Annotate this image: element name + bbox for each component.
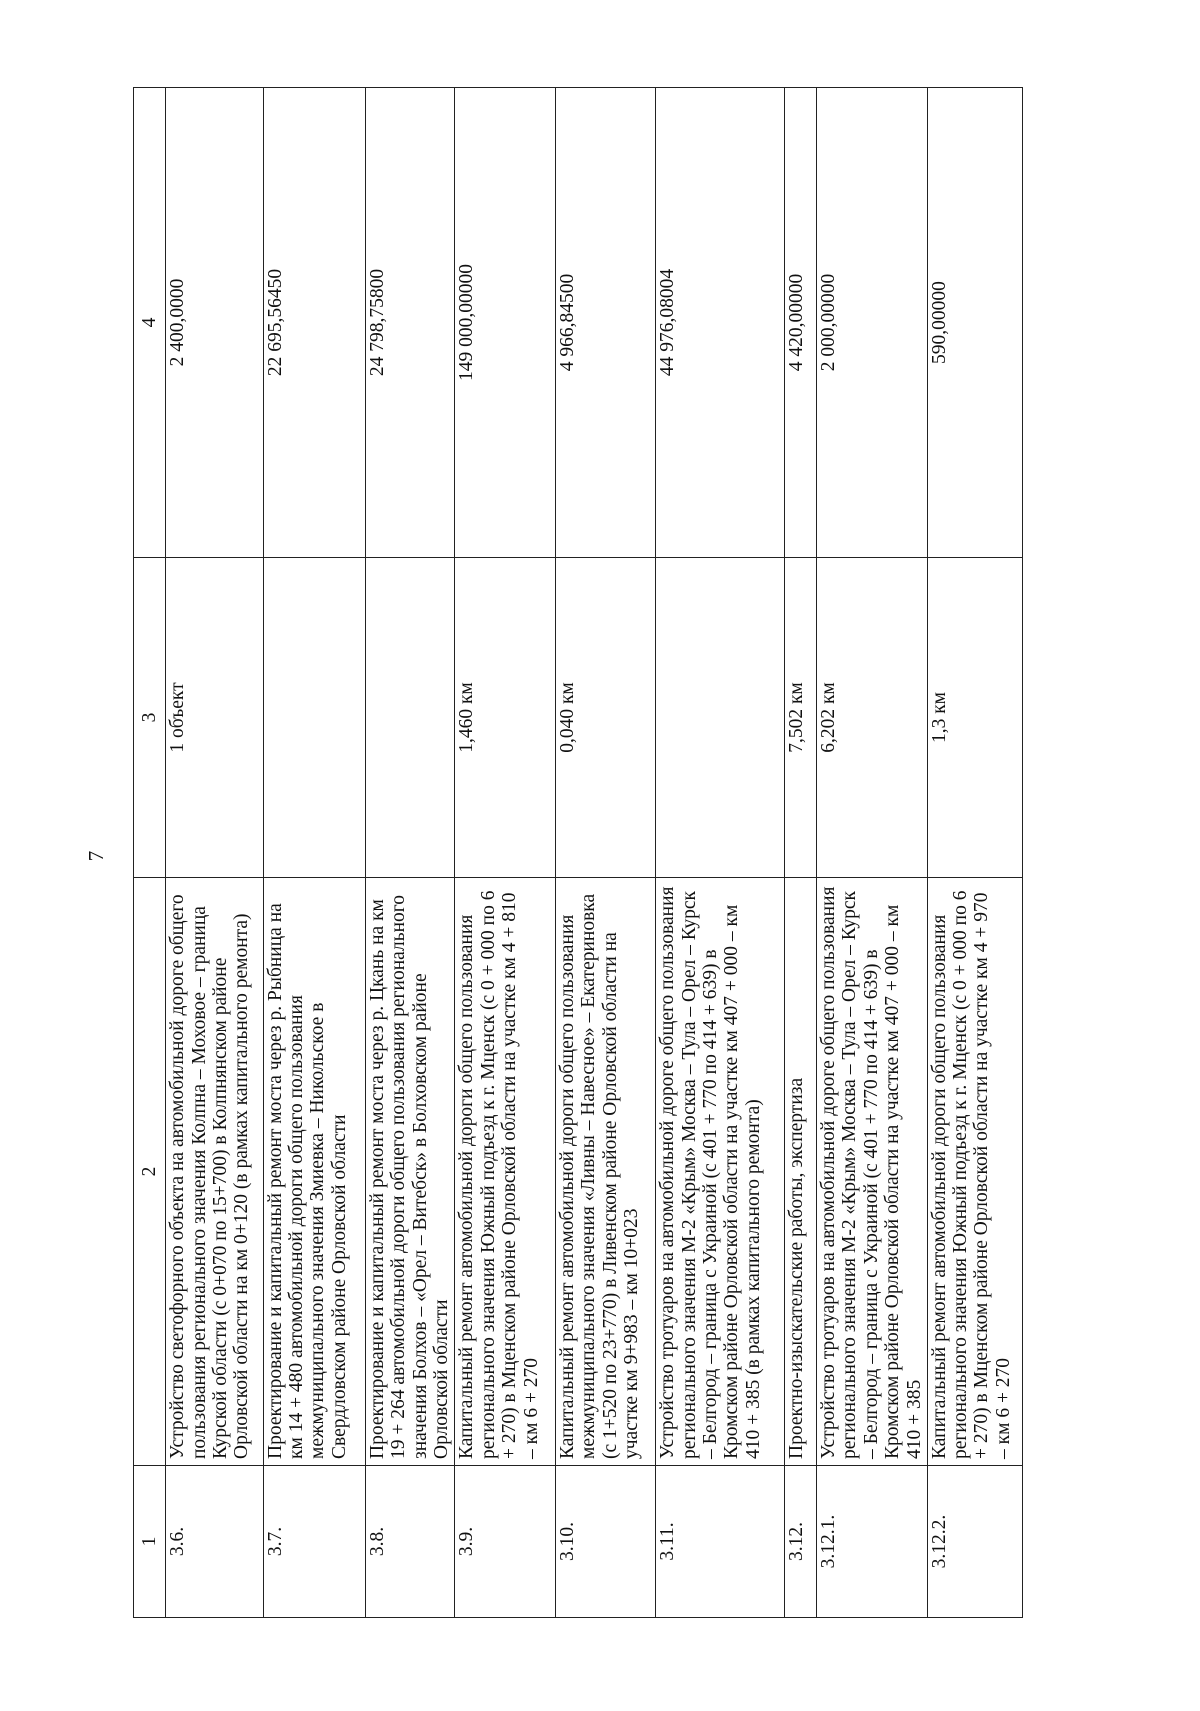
row-description: Капитальный ремонт автомобильной дороги общего пользования межмуниципального значения «Ливны – Навесное» – Екатериновка (с 1+520 по 23+770) в Ливенском районе Орловской области на участке км 9+983 – км 10+023 (555, 878, 655, 1466)
table-row (366, 88, 455, 1618)
row-quantity (366, 558, 455, 878)
row-description: Капитальный ремонт автомобильной дороги общего пользования регионального значения Южный подъезд к г. Мценск (с 0 + 000 по 6 + 270) в Мценском районе Орловской области на участке км 4 + 970 – км 6 + 270 (927, 878, 1023, 1466)
row-quantity: 1,460 км (455, 558, 555, 878)
row-amount: 2 000,00000 (816, 88, 927, 558)
row-number: 3.7. (263, 1466, 365, 1618)
row-description: Устройство тротуаров на автомобильной дороге общего пользования регионального значения М-2 «Крым» Москва – Тула – Орел – Курск – Белгород – граница с Украиной (с 401 + 770 по 414 + 639) в Кромском районе Орловской области на участке км 407 + 000 – км 410 + 385 (816, 878, 927, 1466)
row-number: 3.8. (366, 1466, 455, 1618)
row-amount: 44 976,08004 (656, 88, 785, 558)
header-col-4: 4 (134, 88, 166, 558)
table-row (784, 88, 816, 1618)
rotated-table-wrapper (133, 88, 1023, 1618)
row-number: 3.6. (166, 1466, 263, 1618)
row-quantity: 1 объект (166, 558, 263, 878)
row-description: Устройство светофорного объекта на автомобильной дороге общего пользования регионального значения Колпна – Моховое – граница Курской области (с 0+070 по 15+700) в Колпнянском районе Орловской области на км 0+120 (в рамках капитального ремонта) (166, 878, 263, 1466)
table-row (263, 88, 365, 1618)
row-amount: 590,00000 (927, 88, 1023, 558)
table-row (555, 88, 655, 1618)
header-col-3: 3 (134, 558, 166, 878)
row-quantity (263, 558, 365, 878)
row-description: Капитальный ремонт автомобильной дороги общего пользования регионального значения Южный подъезд к г. Мценск (с 0 + 000 по 6 + 270) в Мценском районе Орловской области на участке км 4 + 810 – км 6 + 270 (455, 878, 555, 1466)
row-amount: 4 966,84500 (555, 88, 655, 558)
row-quantity (656, 558, 785, 878)
row-number: 3.12. (784, 1466, 816, 1618)
table-row (656, 88, 785, 1618)
row-description: Устройство тротуаров на автомобильной дороге общего пользования регионального значения М-2 «Крым» Москва – Тула – Орел – Курск – Белгород – граница с Украиной (с 401 + 770 по 414 + 639) в Кромском районе Орловской области на участке км 407 + 000 – км 410 + 385 (в рамках капитального ремонта) (656, 878, 785, 1466)
row-number: 3.12.2. (927, 1466, 1023, 1618)
table-row (927, 88, 1023, 1618)
row-amount: 22 695,56450 (263, 88, 365, 558)
row-description: Проектно-изыскательские работы, экспертиза (784, 878, 816, 1466)
row-amount: 4 420,00000 (784, 88, 816, 558)
row-description: Проектирование и капитальный ремонт моста через р. Рыбница на км 14 + 480 автомобильной дороги общего пользования межмуниципального значения Змиевка – Никольское в Свердловском районе Орловской области (263, 878, 365, 1466)
row-quantity: 6,202 км (816, 558, 927, 878)
header-col-1: 1 (134, 1466, 166, 1618)
row-number: 3.11. (656, 1466, 785, 1618)
table-row (455, 88, 555, 1618)
row-amount: 2 400,0000 (166, 88, 263, 558)
row-amount: 149 000,00000 (455, 88, 555, 558)
row-number: 3.10. (555, 1466, 655, 1618)
works-table (133, 87, 1023, 1618)
table-row (166, 88, 263, 1618)
header-col-2: 2 (134, 878, 166, 1466)
row-quantity: 1,3 км (927, 558, 1023, 878)
row-quantity: 0,040 км (555, 558, 655, 878)
table-row (816, 88, 927, 1618)
row-quantity: 7,502 км (784, 558, 816, 878)
table-header-row (134, 88, 166, 1618)
row-number: 3.12.1. (816, 1466, 927, 1618)
row-number: 3.9. (455, 1466, 555, 1618)
row-description: Проектирование и капитальный ремонт моста через р. Цкань на км 19 + 264 автомобильной дороги общего пользования регионального значения Болхов – «Орел – Витебск» в Болховском районе Орловской области (366, 878, 455, 1466)
table-frame (133, 88, 1023, 1618)
row-amount: 24 798,75800 (366, 88, 455, 558)
page-number: 7 (84, 850, 108, 862)
